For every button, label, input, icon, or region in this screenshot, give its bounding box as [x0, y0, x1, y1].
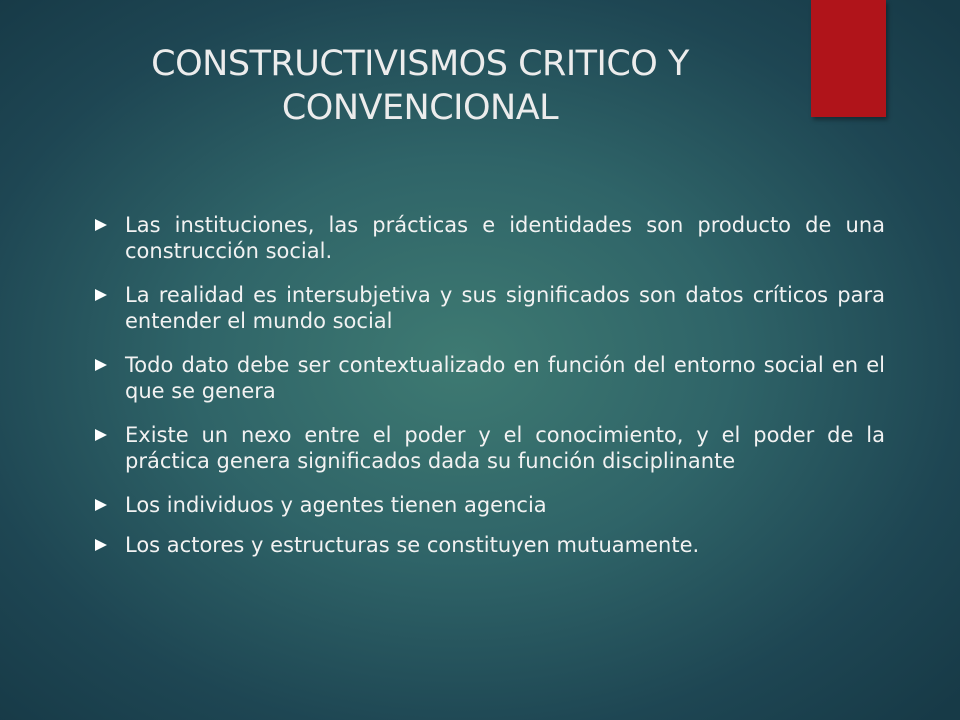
bullet-text: La realidad es intersubjetiva y sus significados son datos críticos para entender el mundo social [125, 283, 885, 333]
bullet-text: Las instituciones, las prácticas e identidades son producto de una construcción social. [125, 213, 885, 263]
bullet-text: Los individuos y agentes tienen agencia [125, 493, 547, 517]
triangle-bullet-icon [95, 539, 107, 551]
bullet-text: Existe un nexo entre el poder y el conocimiento, y el poder de la práctica genera significados dada su función disciplinante [125, 423, 885, 473]
triangle-bullet-icon [95, 359, 107, 371]
bullet-list [95, 212, 885, 572]
bullet-item [95, 492, 885, 518]
bullet-item [95, 352, 885, 404]
bullet-item [95, 282, 885, 334]
bullet-item [95, 422, 885, 474]
bullet-text: Los actores y estructuras se constituyen mutuamente. [125, 533, 700, 557]
red-accent-bar [811, 0, 886, 117]
bullet-item [95, 212, 885, 264]
bullet-item [95, 532, 885, 558]
slide-title: CONSTRUCTIVISMOS CRITICO Y CONVENCIONAL [151, 44, 689, 128]
triangle-bullet-icon [95, 219, 107, 231]
triangle-bullet-icon [95, 289, 107, 301]
triangle-bullet-icon [95, 429, 107, 441]
triangle-bullet-icon [95, 499, 107, 511]
bullet-text: Todo dato debe ser contextualizado en función del entorno social en el que se genera [125, 353, 885, 403]
